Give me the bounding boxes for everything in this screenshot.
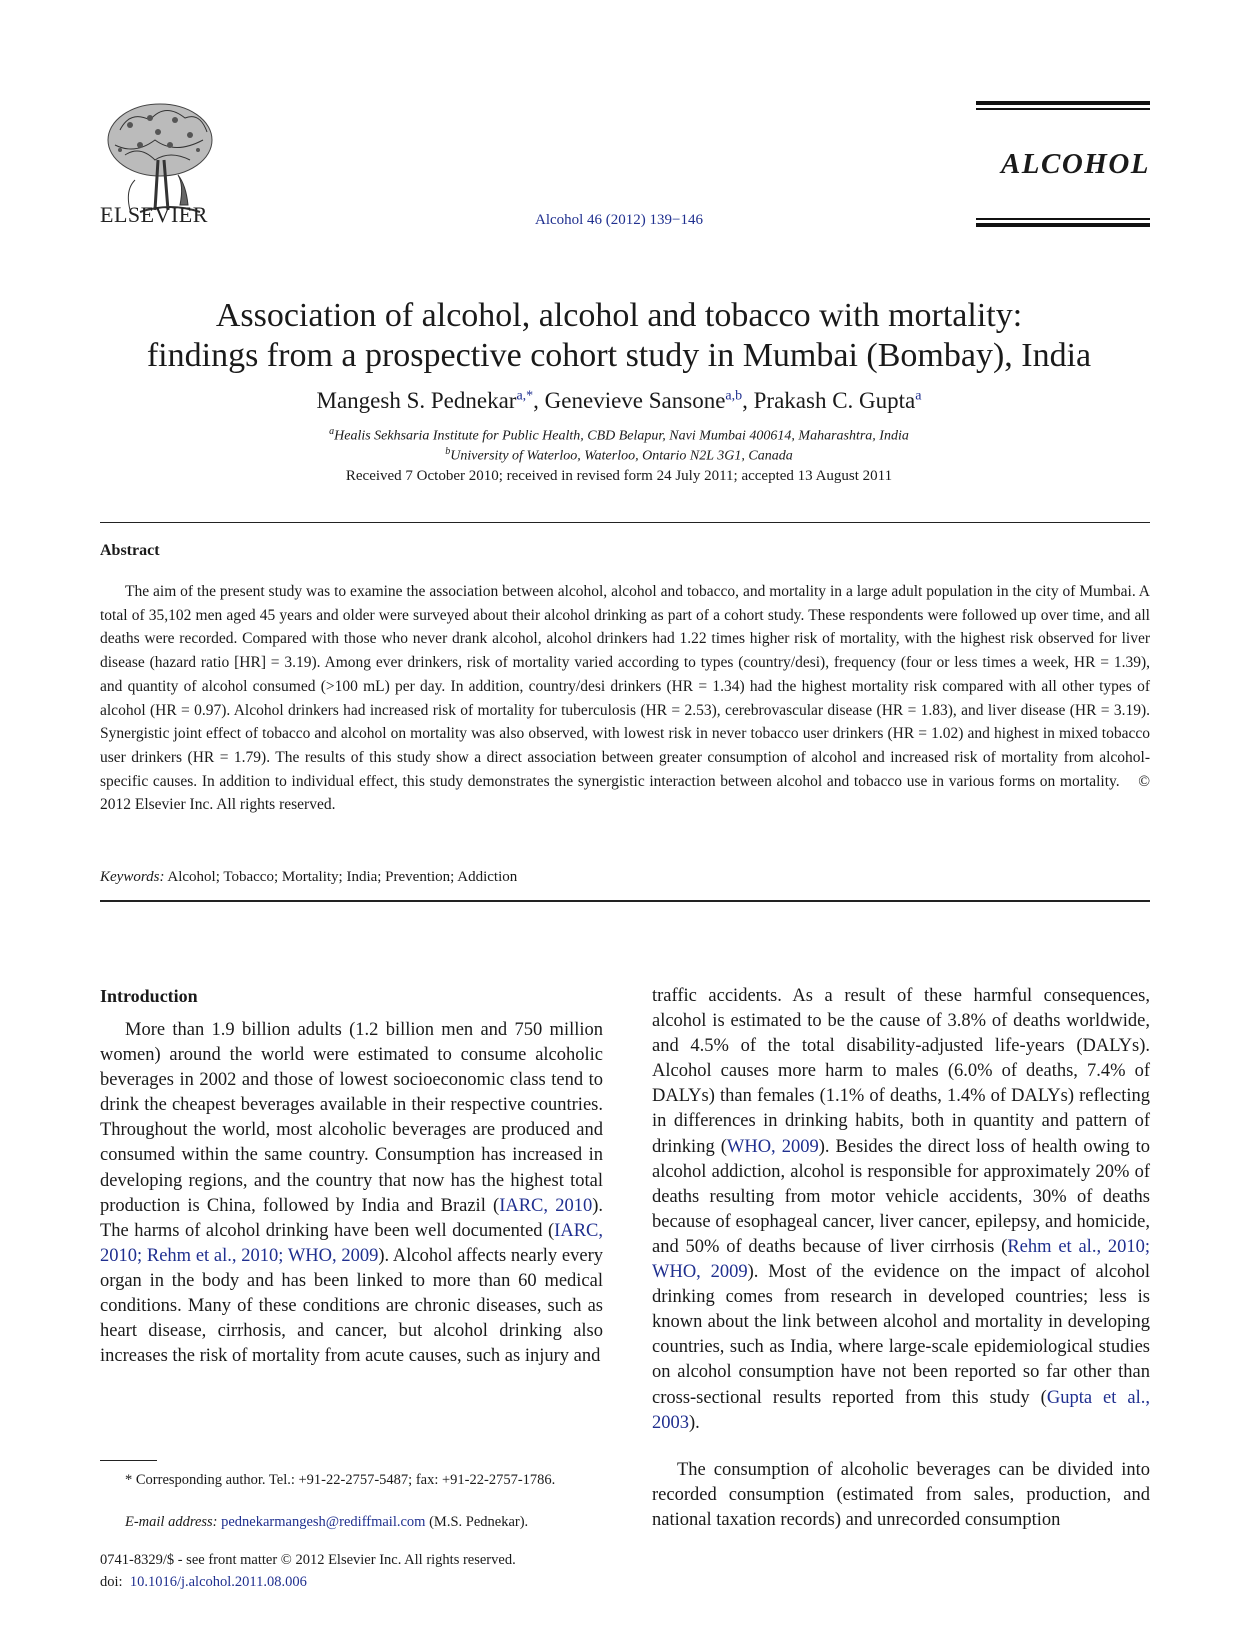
keywords: [100, 869, 517, 886]
article-title: [0, 296, 1238, 376]
author-affiliation-marker[interactable]: a,*: [516, 388, 534, 404]
affiliation-b: [0, 446, 1238, 465]
body-paragraph: The consumption of alcoholic beverages can be divided into recorded consumption (estimated from sales, production, and national taxation records) and unrecorded consumption: [652, 1460, 1150, 1531]
affiliation-text: University of Waterloo, Waterloo, Ontario N2L 3G1, Canada: [450, 448, 793, 464]
section-heading-introduction: Introduction: [100, 986, 198, 1006]
author-list: Mangesh S. Pednekar$^{a,*}$, Genevieve Sansone$^{a,b}$, Prakash C. Gupta$^a$: [316, 388, 922, 413]
journal-rule: [976, 108, 1150, 110]
corresponding-author-note: * Corresponding author. Tel.: +91-22-2757-5487; fax: +91-22-2757-1786.: [125, 1472, 556, 1488]
abstract-top-rule: [100, 522, 1150, 523]
front-matter-note: 0741-8329/$ - see front matter © 2012 Elsevier Inc. All rights reserved.: [100, 1552, 516, 1568]
body-text: More than 1.9 billion adults (1.2 billion men and 750 million women) around the world were estimated to consume alcoholic beverages in 2002 and those of lowest socioeconomic class tend to drink the cheapest beverages available in their respective countries. Throughout the world, most alcoholic beverages are produced and consumed within the same country. Consumption has increased in developing regions, and the country that now has the highest total production is China, followed by India and Brazil (: [100, 1020, 603, 1216]
doi-label: doi:: [100, 1574, 123, 1590]
body-text: ). Besides the direct loss of health owing to alcohol addiction, alcohol is responsible for approximately 20% of deaths resulting from motor vehicle accidents, 30% of deaths because of esophageal cancer, liver cancer, epilepsy, and homicide, and 50% of deaths because of liver cirrhosis (: [652, 1136, 1150, 1257]
journal-citation-link[interactable]: Alcohol 46 (2012) 139−146: [534, 212, 704, 228]
body-column-left: [100, 1018, 603, 1369]
author-name: Mangesh S. Pednekar: [316, 388, 517, 413]
affiliation-a: [0, 426, 1238, 445]
publisher-name: ELSEVIER: [100, 202, 208, 227]
author-affiliation-marker[interactable]: a,b: [725, 388, 743, 404]
abstract-copyright: © 2012 Elsevier Inc. All rights reserved.: [100, 772, 1150, 814]
author-name: Genevieve Sansone: [544, 388, 726, 413]
affiliation-text: Healis Sekhsaria Institute for Public Health, CBD Belapur, Navi Mumbai 400614, Maharashtra, India: [334, 428, 909, 444]
journal-name: ALCOHOL: [1000, 148, 1150, 180]
abstract-text: [100, 580, 1150, 817]
footnote-rule: [100, 1460, 157, 1461]
email-link[interactable]: pednekarmangesh@rediffmail.com: [221, 1514, 426, 1530]
abstract-body: The aim of the present study was to examine the association between alcohol, alcohol and tobacco, and mortality in a large adult population in the city of Mumbai. A total of 35,102 men aged 45 years and older were surveyed about their alcohol drinking as part of a cohort study. These respondents were followed up over time, and all deaths were recorded. Compared with those who never drank alcohol, alcohol drinkers had 1.22 times higher risk of mortality, with the highest risk observed for liver disease (hazard ratio [HR] = 3.19). Among ever drinkers, risk of mortality varied according to types (country/desi), frequency (four or less times a week, HR = 1.39), and quantity of alcohol consumed (>100 mL) per day. In addition, country/desi drinkers (HR = 1.34) had the highest mortality risk compared with all other types of alcohol (HR = 0.97). Alcohol drinkers had increased risk of mortality for tuberculosis (HR = 2.53), cerebrovascular disease (HR = 1.83), and liver disease (HR = 3.19). Synergistic joint effect of tobacco and alcohol on mortality was also observed, with lowest risk in never tobacco user drinkers (HR = 1.02) and highest in mixed tobacco user drinkers (HR = 1.79). The results of this study show a direct association between greater consumption of alcohol and increased risk of mortality from alcohol-specific causes. In addition to individual effect, this study demonstrates the synergistic interaction between alcohol and tobacco use in various forms on mortality.: [100, 583, 1150, 790]
citation-link[interactable]: IARC, 2010: [499, 1195, 593, 1216]
email-suffix: (M.S. Pednekar).: [429, 1514, 529, 1530]
doi-line: [100, 1574, 307, 1591]
body-text: ). Most of the evidence on the impact of alcohol drinking comes from research in developed countries; less is known about the link between alcohol and mortality in developing countries, such as India, where large-scale epidemiological studies on alcohol consumption have not been reported so far other than cross-sectional results reported from this study (: [652, 1262, 1150, 1408]
citation-link[interactable]: IARC, 2010; Rehm et al., 2010; WHO, 2009: [100, 1220, 603, 1266]
body-text: ).: [689, 1412, 700, 1433]
affiliation-marker: b: [445, 446, 451, 457]
author-name: Prakash C. Gupta: [753, 388, 916, 413]
author-affiliation-marker[interactable]: a: [915, 388, 922, 404]
journal-rule: [976, 223, 1150, 227]
keywords-list: Alcohol; Tobacco; Mortality; India; Prevention; Addiction: [167, 869, 518, 885]
affiliation-marker: a: [329, 426, 335, 437]
abstract-bottom-rule: [100, 900, 1150, 902]
email-label: E-mail address:: [125, 1514, 218, 1530]
body-text: ). The harms of alcohol drinking have been well documented (: [100, 1195, 603, 1241]
article-dates: Received 7 October 2010; received in revised form 24 July 2011; accepted 13 August 2011: [345, 468, 893, 484]
journal-rule: [976, 101, 1150, 105]
journal-rule: [976, 218, 1150, 220]
doi-link[interactable]: 10.1016/j.alcohol.2011.08.006: [129, 1574, 307, 1590]
body-text: traffic accidents. As a result of these harmful consequences, alcohol is estimated to be the cause of 3.8% of deaths worldwide, and 4.5% of the total disability-adjusted life-years (DALYs). Alcohol causes more harm to males (6.0% of deaths, 7.4% of DALYs) than females (1.1% of deaths, 1.4% of DALYs) reflecting in differences in drinking habits, both in quantity and pattern of drinking (: [652, 986, 1150, 1157]
citation-link[interactable]: Rehm et al., 2010; WHO, 2009: [652, 1236, 1150, 1283]
title-line-2: findings from a prospective cohort study in Mumbai (Bombay), India: [146, 337, 1092, 374]
title-line-1: Association of alcohol, alcohol and tobacco with mortality:: [215, 297, 1023, 334]
citation-link[interactable]: WHO, 2009: [726, 1136, 819, 1157]
body-column-right: [652, 984, 1150, 1436]
abstract-heading: Abstract: [100, 542, 160, 559]
email-line: [100, 1514, 603, 1531]
citation-link[interactable]: Gupta et al., 2003: [652, 1387, 1150, 1433]
body-text: ). Alcohol affects nearly every organ in the body and has been linked to more than 60 medical conditions. Many of these conditions are chronic diseases, such as heart disease, cirrhosis, and cancer, but alcohol drinking also increases the risk of mortality from acute causes, such as injury and: [100, 1245, 603, 1367]
keywords-label: Keywords:: [100, 869, 165, 885]
